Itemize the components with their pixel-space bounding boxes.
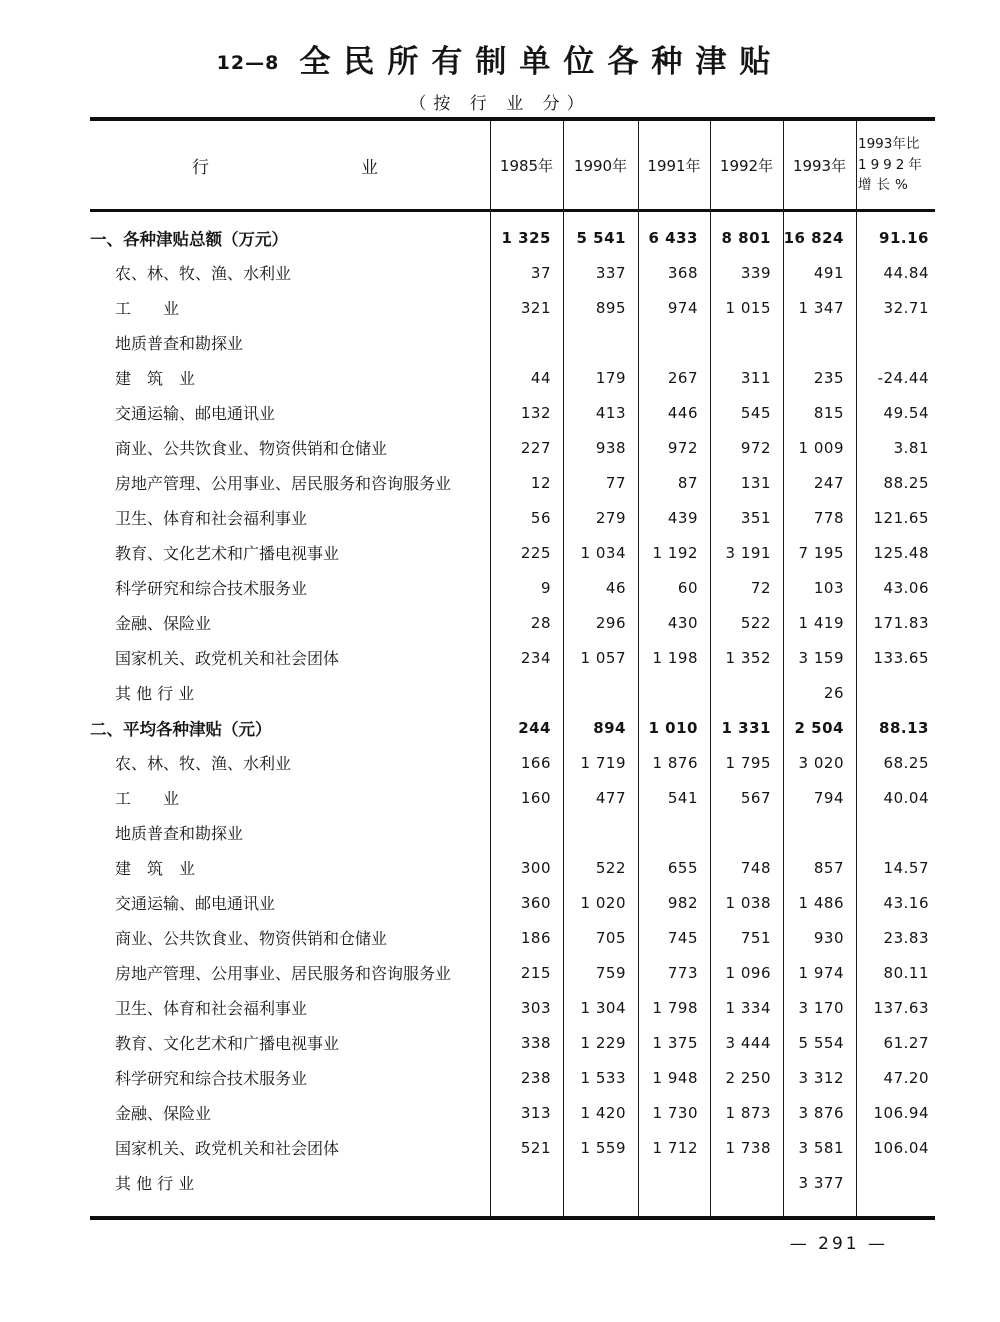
year-value: 3 876 [798,1103,844,1122]
year-value: 311 [740,368,771,387]
year-value: 1 974 [798,963,844,982]
year-value: 894 [593,718,626,737]
column-header-1992: 1992年 [719,156,774,175]
year-value: 1 533 [580,1068,626,1087]
industry-label: 房地产管理、公用事业、居民服务和咨询服务业 [115,474,452,493]
year-value: 37 [530,263,551,282]
growth-percent-value: 68.25 [883,753,929,772]
year-value: 1 015 [725,298,771,317]
year-value: 56 [530,508,551,527]
year-value: 3 159 [798,648,844,667]
year-value: 982 [667,893,698,912]
industry-label: 一、各种津贴总额（万元） [90,229,288,249]
year-value [563,1165,638,1200]
year-value: 279 [595,508,626,527]
year-value: 545 [740,403,771,422]
growth-header-line: 增长% [858,177,913,194]
year-value [490,325,563,360]
industry-label: 建 筑 业 [115,369,196,388]
year-value [783,815,856,850]
page-number: — 291 — [789,1234,888,1254]
column-header-1993: 1993年 [792,156,847,175]
year-value: 521 [520,1138,551,1157]
year-value: 28 [530,613,551,632]
industry-label: 房地产管理、公用事业、居民服务和咨询服务业 [115,964,452,983]
year-value: 300 [520,858,551,877]
growth-percent-value: 47.20 [883,1068,929,1087]
industry-label: 国家机关、政党机关和社会团体 [115,649,340,668]
industry-label: 教育、文化艺术和广播电视事业 [115,1034,340,1053]
growth-percent-value: 88.13 [879,718,929,737]
industry-label: 科学研究和综合技术服务业 [115,1069,308,1088]
growth-percent-value: 80.11 [883,963,929,982]
year-value [490,675,563,710]
table-row [90,990,935,1025]
year-value [783,325,856,360]
year-value: 895 [595,298,626,317]
year-value: 244 [518,718,551,737]
year-value: 974 [667,298,698,317]
table-row [90,920,935,955]
industry-label: 卫生、体育和社会福利事业 [115,509,308,528]
table-row [90,710,935,745]
industry-label: 工 业 [115,789,180,808]
year-value: 1 229 [580,1033,626,1052]
year-value: 413 [595,403,626,422]
year-value: 972 [667,438,698,457]
year-value [710,1165,783,1200]
industry-label: 金融、保险业 [115,1104,212,1123]
table-row [90,675,935,710]
growth-percent-value: 61.27 [883,1033,929,1052]
year-value: 2 250 [725,1068,771,1087]
year-value: 477 [595,788,626,807]
growth-percent-value: 14.57 [883,858,929,877]
year-value: 773 [667,963,698,982]
table-row [90,290,935,325]
year-value: 160 [520,788,551,807]
year-value: 338 [520,1033,551,1052]
year-value: 1 034 [580,543,626,562]
table-row [90,1095,935,1130]
year-value [563,325,638,360]
table-row [90,640,935,675]
industry-label: 国家机关、政党机关和社会团体 [115,1139,340,1158]
year-value [638,815,710,850]
industry-label: 工 业 [115,299,180,318]
year-value [563,815,638,850]
table-row [90,885,935,920]
year-value: 368 [667,263,698,282]
industry-label: 其 他 行 业 [115,684,195,703]
year-value: 360 [520,893,551,912]
year-value: 1 948 [652,1068,698,1087]
table-row [90,1165,935,1200]
table-title [0,36,1000,81]
year-value: 16 824 [783,228,844,247]
column-header-1991: 1991年 [647,156,701,175]
year-value: 1 057 [580,648,626,667]
year-value: 7 195 [798,543,844,562]
industry-label: 交通运输、邮电通讯业 [115,404,276,423]
table-row [90,360,935,395]
year-value: 6 433 [648,228,698,247]
year-value: 1 347 [798,298,844,317]
year-value: 1 325 [501,228,551,247]
growth-percent-value [856,815,935,850]
table-row [90,780,935,815]
year-value: 46 [605,578,626,597]
column-header-1985: 1985年 [499,156,554,175]
table-body [90,212,935,1216]
growth-percent-value: -24.44 [877,368,929,387]
table-row [90,1130,935,1165]
year-value [710,675,783,710]
year-value: 296 [595,613,626,632]
year-value: 44 [530,368,551,387]
table-number: 12—8 [216,52,280,74]
year-value: 1 304 [580,998,626,1017]
title-text: 全民所有制单位各种津贴 [299,44,784,80]
table-row [90,535,935,570]
year-value: 751 [740,928,771,947]
year-value: 1 419 [798,613,844,632]
year-value: 77 [605,473,626,492]
column-header-industry [90,153,490,178]
industry-label: 商业、公共饮食业、物资供销和仓储业 [115,929,388,948]
year-value: 759 [595,963,626,982]
year-value: 131 [740,473,771,492]
growth-percent-value [856,325,935,360]
industry-label: 教育、文化艺术和广播电视事业 [115,544,340,563]
growth-percent-value: 49.54 [883,403,929,422]
year-value: 1 420 [580,1103,626,1122]
table-row [90,605,935,640]
year-value: 857 [813,858,844,877]
year-value: 72 [750,578,771,597]
year-value: 1 559 [580,1138,626,1157]
year-value: 1 876 [652,753,698,772]
table-row [90,500,935,535]
year-value: 3 581 [798,1138,844,1157]
year-value: 745 [667,928,698,947]
year-value: 1 192 [652,543,698,562]
year-value: 567 [740,788,771,807]
year-value: 938 [595,438,626,457]
growth-percent-value: 32.71 [883,298,929,317]
year-value: 87 [677,473,698,492]
growth-percent-value: 137.63 [873,998,929,1017]
year-value: 1 331 [721,718,771,737]
growth-percent-value: 43.06 [883,578,929,597]
year-value: 166 [520,753,551,772]
year-value: 1 020 [580,893,626,912]
year-value: 1 738 [725,1138,771,1157]
year-value: 234 [520,648,551,667]
growth-percent-value: 40.04 [883,788,929,807]
industry-label: 其 他 行 业 [115,1174,195,1193]
year-value [638,325,710,360]
year-value: 12 [530,473,551,492]
year-value: 972 [740,438,771,457]
year-value: 8 801 [721,228,771,247]
industry-label: 商业、公共饮食业、物资供销和仓储业 [115,439,388,458]
year-value: 1 198 [652,648,698,667]
year-value: 9 [540,578,551,597]
year-value: 339 [740,263,771,282]
table-row [90,850,935,885]
year-value: 522 [740,613,771,632]
year-value: 103 [813,578,844,597]
year-value: 930 [813,928,844,947]
industry-label: 农、林、牧、渔、水利业 [115,754,292,773]
year-value: 303 [520,998,551,1017]
year-value: 215 [520,963,551,982]
year-value: 1 334 [725,998,771,1017]
industry-label: 地质普查和勘探业 [115,334,244,353]
column-header-1990: 1990年 [573,156,628,175]
year-value: 313 [520,1103,551,1122]
table-row [90,430,935,465]
table-header-row [90,121,935,212]
year-value: 225 [520,543,551,562]
table-row [90,815,935,850]
column-header-growth [856,134,935,197]
table-row [90,220,935,255]
year-value: 439 [667,508,698,527]
year-value: 655 [667,858,698,877]
year-value: 1 096 [725,963,771,982]
industry-label: 卫生、体育和社会福利事业 [115,999,308,1018]
year-value: 267 [667,368,698,387]
year-value: 522 [595,858,626,877]
growth-percent-value: 106.04 [873,1138,929,1157]
year-value: 351 [740,508,771,527]
year-value [710,815,783,850]
table-row [90,570,935,605]
year-value: 5 554 [798,1033,844,1052]
table-row [90,395,935,430]
year-value: 5 541 [576,228,626,247]
year-value: 541 [667,788,698,807]
year-value: 705 [595,928,626,947]
growth-percent-value: 44.84 [883,263,929,282]
industry-label: 交通运输、邮电通讯业 [115,894,276,913]
year-value: 238 [520,1068,551,1087]
column-divider [710,121,711,1216]
table-row [90,325,935,360]
year-value: 430 [667,613,698,632]
year-value: 1 712 [652,1138,698,1157]
growth-percent-value [856,1165,935,1200]
column-divider [783,121,784,1216]
year-value: 227 [520,438,551,457]
year-value: 794 [813,788,844,807]
growth-percent-value: 43.16 [883,893,929,912]
year-value: 1 798 [652,998,698,1017]
year-value: 247 [813,473,844,492]
industry-label: 金融、保险业 [115,614,212,633]
industry-label: 建 筑 业 [115,859,196,878]
growth-percent-value: 133.65 [873,648,929,667]
growth-percent-value: 121.65 [873,508,929,527]
year-value: 446 [667,403,698,422]
year-value: 1 375 [652,1033,698,1052]
year-value: 3 312 [798,1068,844,1087]
year-value: 235 [813,368,844,387]
year-value: 1 795 [725,753,771,772]
year-value [638,1165,710,1200]
year-value: 321 [520,298,551,317]
year-value [710,325,783,360]
year-value: 1 352 [725,648,771,667]
growth-percent-value: 3.81 [893,438,929,457]
growth-percent-value: 106.94 [873,1103,929,1122]
year-value: 748 [740,858,771,877]
year-value: 26 [823,683,844,702]
table-row [90,1025,935,1060]
industry-header-char: 业 [361,157,378,178]
year-value: 3 191 [725,543,771,562]
column-divider [563,121,564,1216]
year-value: 1 730 [652,1103,698,1122]
industry-label: 二、平均各种津贴（元） [90,719,272,739]
table-subtitle: （按 行 业 分） [409,94,591,114]
year-value: 1 009 [798,438,844,457]
year-value [563,675,638,710]
column-divider [490,121,491,1216]
table-row [90,255,935,290]
growth-percent-value: 91.16 [879,228,929,247]
year-value: 1 010 [648,718,698,737]
growth-percent-value: 125.48 [873,543,929,562]
year-value: 1 486 [798,893,844,912]
year-value: 3 444 [725,1033,771,1052]
statistics-table [90,117,935,1220]
year-value: 3 170 [798,998,844,1017]
year-value: 491 [813,263,844,282]
year-value: 3 377 [798,1173,844,1192]
industry-label: 科学研究和综合技术服务业 [115,579,308,598]
growth-percent-value: 88.25 [883,473,929,492]
growth-percent-value [856,675,935,710]
year-value: 1 719 [580,753,626,772]
year-value: 2 504 [794,718,844,737]
year-value [490,815,563,850]
column-divider [638,121,639,1216]
industry-label: 地质普查和勘探业 [115,824,244,843]
industry-header-char: 行 [192,157,209,178]
table-row [90,955,935,990]
year-value [638,675,710,710]
growth-header-line: 1993年比 [858,135,920,152]
year-value: 3 020 [798,753,844,772]
year-value: 1 873 [725,1103,771,1122]
industry-label: 农、林、牧、渔、水利业 [115,264,292,283]
table-row [90,1060,935,1095]
year-value: 186 [520,928,551,947]
year-value [490,1165,563,1200]
growth-header-line: 1992年 [858,156,926,173]
year-value: 1 038 [725,893,771,912]
year-value: 337 [595,263,626,282]
year-value: 778 [813,508,844,527]
table-row [90,745,935,780]
column-divider [856,121,857,1216]
growth-percent-value: 23.83 [883,928,929,947]
year-value: 815 [813,403,844,422]
year-value: 132 [520,403,551,422]
growth-percent-value: 171.83 [873,613,929,632]
year-value: 179 [595,368,626,387]
table-row [90,465,935,500]
year-value: 60 [677,578,698,597]
